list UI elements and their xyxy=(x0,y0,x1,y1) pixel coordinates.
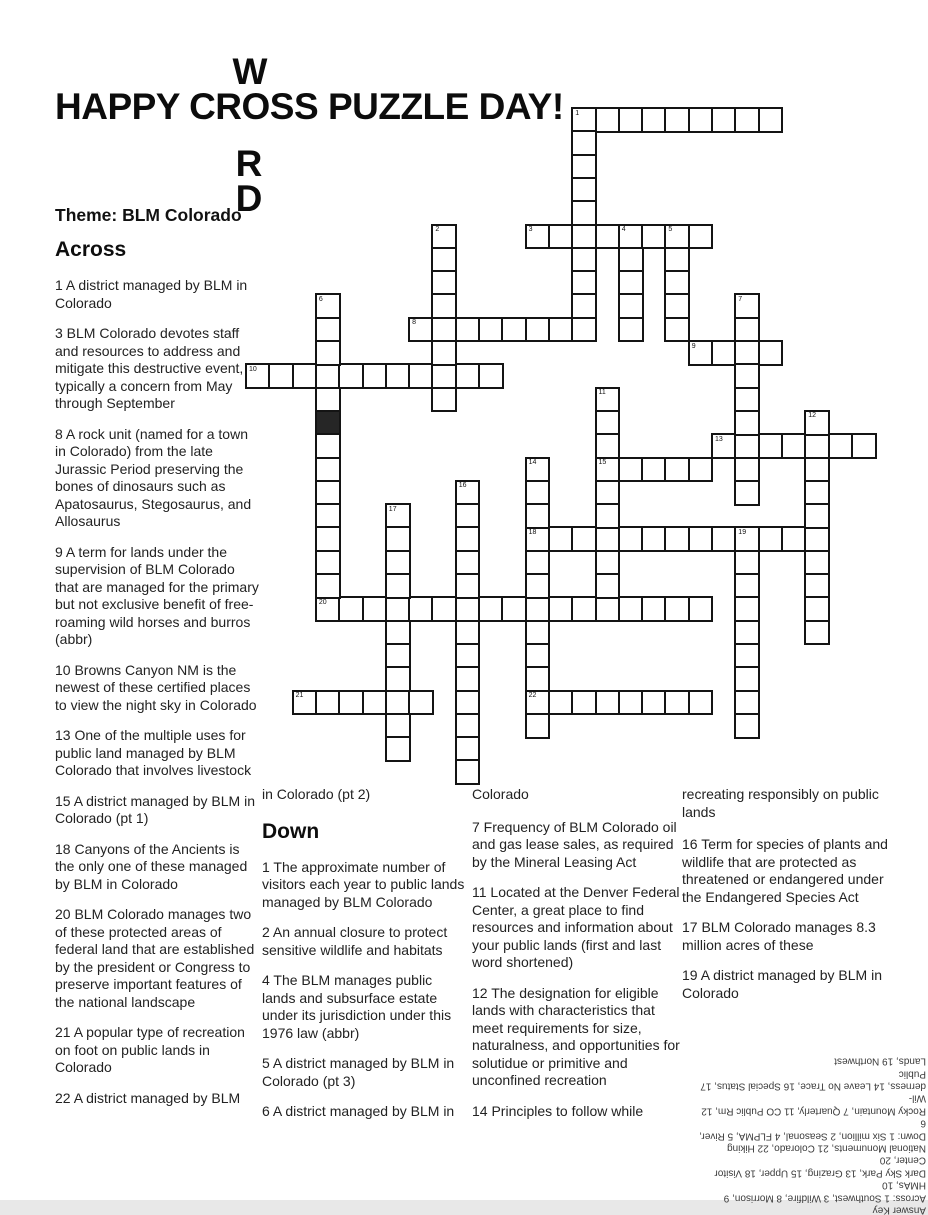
across-heading: Across xyxy=(55,238,127,261)
answer-key-line: Down: 1 Six million, 2 Seasonal, 4 FLPMA, 5 River, 6 xyxy=(699,1117,926,1141)
grid-cell xyxy=(385,736,411,762)
grid-cell xyxy=(734,713,760,739)
cell-number: 18 xyxy=(528,528,537,536)
grid-cell xyxy=(734,573,760,599)
grid-cell xyxy=(408,596,434,622)
grid-cell xyxy=(571,247,597,273)
grid-cell xyxy=(804,480,830,506)
grid-cell xyxy=(571,130,597,156)
grid-cell xyxy=(618,690,644,716)
grid-cell xyxy=(688,224,714,250)
grid-cell xyxy=(408,317,434,343)
grid-cell xyxy=(734,387,760,413)
down-clue-column-2 xyxy=(472,786,680,1120)
grid-cell xyxy=(734,550,760,576)
grid-cell xyxy=(688,690,714,716)
grid-cell xyxy=(431,247,457,273)
page-title: HAPPY CROSS PUZZLE DAY! xyxy=(55,86,564,127)
grid-cell xyxy=(478,363,504,389)
grid-cell xyxy=(455,666,481,692)
cell-number: 6 xyxy=(318,295,323,303)
grid-cell xyxy=(595,526,621,552)
vertical-letter-r: R xyxy=(235,143,263,184)
grid-cell xyxy=(431,596,457,622)
cell-number: 21 xyxy=(295,692,304,699)
grid-cell xyxy=(315,503,341,529)
cell-number: 5 xyxy=(668,226,673,233)
grid-cell xyxy=(734,410,760,436)
grid-cell xyxy=(571,177,597,203)
grid-cell xyxy=(804,503,830,529)
grid-cell xyxy=(571,224,597,250)
grid-cell xyxy=(734,317,760,343)
clue-text: 5 A district managed by BLM in Colorado (pt 3) xyxy=(262,1055,455,1089)
grid-cell xyxy=(664,293,690,319)
grid-cell xyxy=(525,713,551,739)
grid-cell xyxy=(385,666,411,692)
crossword-grid xyxy=(245,107,901,786)
answer-key-line: Rocky Mountain, 7 Quarterly, 11 CO Public Rm, 12 Wil- xyxy=(701,1092,926,1117)
grid-cell xyxy=(618,596,644,622)
grid-cell xyxy=(315,690,341,716)
grid-cell xyxy=(804,410,830,436)
grid-cell xyxy=(385,363,411,389)
grid-cell xyxy=(455,503,481,529)
grid-cell xyxy=(618,224,644,250)
grid-cell xyxy=(734,340,760,366)
clue-text: 19 A district managed by BLM in Colorado xyxy=(682,967,882,1001)
grid-cell xyxy=(618,293,644,319)
grid-cell xyxy=(734,107,760,133)
grid-cell xyxy=(431,270,457,296)
cell-number: 14 xyxy=(528,459,537,466)
cell-number: 13 xyxy=(715,435,723,443)
grid-cell xyxy=(292,363,318,389)
grid-cell xyxy=(315,526,341,552)
grid-cell xyxy=(455,480,481,506)
grid-cell xyxy=(431,293,457,319)
grid-cell xyxy=(664,596,690,622)
grid-cell xyxy=(734,690,760,716)
cell-number: 4 xyxy=(621,226,626,233)
grid-cell xyxy=(664,457,690,483)
grid-cell xyxy=(525,620,551,646)
grid-cell xyxy=(734,433,760,459)
clue-text: 7 Frequency of BLM Colorado oil and gas lease sales, as required by the Mineral Leasing Act xyxy=(472,818,677,870)
clue-text: 21 A popular type of recreation on foot on public lands in Colorado xyxy=(55,1024,245,1075)
cell-number: 16 xyxy=(458,482,467,490)
grid-cell xyxy=(525,457,551,483)
grid-cell-black xyxy=(315,410,341,436)
grid-cell xyxy=(362,363,388,389)
grid-cell xyxy=(525,666,551,692)
grid-cell xyxy=(851,433,877,459)
grid-cell xyxy=(501,596,527,622)
clue-text: 16 Term for species of plants and wildlife that are protected as threatened or endangered under the Endangered Species Act xyxy=(682,836,888,905)
grid-cell xyxy=(595,224,621,250)
grid-cell xyxy=(525,550,551,576)
grid-cell xyxy=(525,690,551,716)
grid-cell xyxy=(525,573,551,599)
grid-cell xyxy=(734,457,760,483)
clue-text: 22 A district managed by BLM xyxy=(55,1089,241,1106)
grid-cell xyxy=(618,107,644,133)
clue-text: 4 The BLM manages public lands and subsurface estate under its jurisdiction under this 1976 law (abbr) xyxy=(262,972,452,1041)
grid-cell xyxy=(455,596,481,622)
clue-continuation-22: in Colorado (pt 2) xyxy=(262,786,371,802)
grid-cell xyxy=(478,317,504,343)
grid-cell xyxy=(641,690,667,716)
grid-cell xyxy=(548,690,574,716)
cell-number: 17 xyxy=(388,505,397,513)
grid-cell xyxy=(385,713,411,739)
answer-key-line: derness, 14 Leave No Trace, 16 Special Status, 17 Public xyxy=(700,1067,926,1092)
grid-cell xyxy=(804,433,830,459)
grid-cell xyxy=(431,317,457,343)
grid-cell xyxy=(664,317,690,343)
grid-cell xyxy=(268,363,294,389)
grid-cell xyxy=(525,643,551,669)
grid-cell xyxy=(292,690,318,716)
grid-cell xyxy=(734,643,760,669)
cell-number: 8 xyxy=(412,319,416,327)
cell-number: 15 xyxy=(598,459,607,466)
grid-cell xyxy=(595,387,621,413)
grid-cell xyxy=(315,340,341,366)
cell-number: 12 xyxy=(808,412,816,420)
cell-number: 3 xyxy=(528,226,533,233)
clue-text: 3 BLM Colorado devotes staff and resources to address and mitigate this destructive event, typically a concern from May through September xyxy=(55,325,244,411)
grid-cell xyxy=(571,690,597,716)
grid-cell xyxy=(595,480,621,506)
grid-cell xyxy=(758,526,784,552)
grid-cell xyxy=(734,666,760,692)
grid-cell xyxy=(501,317,527,343)
grid-cell xyxy=(431,363,457,389)
grid-cell xyxy=(478,596,504,622)
answer-key-line: National Monuments, 21 Colorado, 22 Hiking xyxy=(727,1142,926,1154)
grid-cell xyxy=(525,596,551,622)
cell-number: 10 xyxy=(249,365,257,373)
grid-cell xyxy=(804,457,830,483)
grid-cell xyxy=(734,526,760,552)
grid-cell xyxy=(804,596,830,622)
grid-cell xyxy=(595,107,621,133)
grid-cell xyxy=(641,107,667,133)
clue-text: 14 Principles to follow while xyxy=(472,1102,644,1119)
grid-cell xyxy=(828,433,854,459)
grid-cell xyxy=(571,293,597,319)
grid-cell xyxy=(664,107,690,133)
cell-number: 20 xyxy=(318,598,327,606)
grid-cell xyxy=(455,317,481,343)
clue-continuation-6: Colorado xyxy=(472,786,529,802)
grid-cell xyxy=(758,340,784,366)
vertical-letter-d: D xyxy=(235,178,263,219)
grid-cell xyxy=(571,317,597,343)
grid-cell xyxy=(664,270,690,296)
grid-cell xyxy=(618,526,644,552)
grid-cell xyxy=(548,596,574,622)
grid-cell xyxy=(641,596,667,622)
grid-cell xyxy=(525,224,551,250)
grid-cell xyxy=(688,526,714,552)
grid-cell xyxy=(758,433,784,459)
grid-cell xyxy=(548,224,574,250)
grid-cell xyxy=(571,596,597,622)
answer-key-line: Dark Sky Park, 13 Grazing, 15 Upper, 18 Visitor Center, 20 xyxy=(714,1154,926,1179)
grid-cell xyxy=(315,573,341,599)
across-clue-list xyxy=(55,277,260,1107)
grid-cell xyxy=(571,200,597,226)
grid-cell xyxy=(385,503,411,529)
grid-cell xyxy=(525,503,551,529)
grid-cell xyxy=(315,596,341,622)
down-clue-list-3 xyxy=(682,836,896,1002)
answer-key-line: Lands, 19 Northwest xyxy=(834,1055,926,1067)
grid-cell xyxy=(664,247,690,273)
grid-cell xyxy=(362,690,388,716)
grid-cell xyxy=(431,224,457,250)
grid-cell xyxy=(455,620,481,646)
grid-cell xyxy=(385,550,411,576)
grid-cell xyxy=(781,526,807,552)
clue-text: 9 A term for lands under the supervision of BLM Colorado that are managed for the primary but not exclusive benefit of free-roaming wild horses and burros (abbr) xyxy=(55,543,259,647)
grid-cell xyxy=(618,247,644,273)
clue-continuation-14: recreating responsibly on public lands xyxy=(682,786,879,820)
down-clue-list-1 xyxy=(262,859,465,1121)
clue-text: 10 Browns Canyon NM is the newest of these certified places to view the night sky in Colorado xyxy=(55,661,257,713)
grid-cell xyxy=(315,433,341,459)
grid-cell xyxy=(338,363,364,389)
grid-cell xyxy=(595,596,621,622)
grid-cell xyxy=(664,224,690,250)
grid-cell xyxy=(595,573,621,599)
cell-number: 9 xyxy=(691,342,696,350)
grid-cell xyxy=(734,363,760,389)
grid-cell xyxy=(688,107,714,133)
grid-cell xyxy=(734,620,760,646)
grid-cell xyxy=(455,550,481,576)
vertical-letter-w: W xyxy=(232,51,268,92)
grid-cell xyxy=(455,526,481,552)
answer-key-line: Answer Key xyxy=(872,1204,926,1215)
clue-text: 2 An annual closure to protect sensitive wildlife and habitats xyxy=(262,924,448,958)
grid-cell xyxy=(595,410,621,436)
grid-cell xyxy=(338,596,364,622)
grid-cell xyxy=(804,620,830,646)
clue-text: 20 BLM Colorado manages two of these protected areas of federal land that are established by the president or Congress to preserve important features of the national landscape xyxy=(55,906,255,1010)
grid-cell xyxy=(315,387,341,413)
grid-cell xyxy=(315,457,341,483)
grid-cell xyxy=(408,690,434,716)
down-clue-column-3 xyxy=(682,786,896,1002)
grid-cell xyxy=(711,107,737,133)
clue-text: 13 One of the multiple uses for public land managed by BLM Colorado that involves livestock xyxy=(55,727,252,778)
grid-cell xyxy=(455,759,481,785)
grid-cell xyxy=(641,224,667,250)
grid-cell xyxy=(571,526,597,552)
grid-cell xyxy=(711,526,737,552)
grid-cell xyxy=(618,457,644,483)
grid-cell xyxy=(781,433,807,459)
across-clue-column xyxy=(55,237,260,1107)
grid-cell xyxy=(385,596,411,622)
clue-text: 15 A district managed by BLM in Colorado (pt 1) xyxy=(55,792,255,826)
grid-cell xyxy=(362,596,388,622)
grid-cell xyxy=(245,363,271,389)
grid-cell xyxy=(595,433,621,459)
clue-text: 8 A rock unit (named for a town in Colorado) from the late Jurassic Period preserving the bones of dinosaurs such as Apatosaurus, Stegosaurus, and Allosaurus xyxy=(55,425,252,529)
clue-text: 11 Located at the Denver Federal Center, a great place to find resources and information about your public lands (first and last word shortened) xyxy=(472,884,680,970)
grid-cell xyxy=(315,550,341,576)
cell-number: 1 xyxy=(575,109,580,117)
grid-cell xyxy=(595,503,621,529)
grid-cell xyxy=(595,457,621,483)
grid-cell xyxy=(734,596,760,622)
theme-label: Theme: BLM Colorado xyxy=(55,205,242,225)
grid-cell xyxy=(455,363,481,389)
grid-cell xyxy=(571,154,597,180)
grid-cell xyxy=(595,690,621,716)
clue-text: 17 BLM Colorado manages 8.3 million acres of these xyxy=(682,919,876,953)
grid-cell xyxy=(455,690,481,716)
grid-cell xyxy=(315,317,341,343)
grid-cell xyxy=(595,550,621,576)
grid-cell xyxy=(804,550,830,576)
cell-number: 2 xyxy=(435,226,440,233)
grid-cell xyxy=(711,340,737,366)
grid-cell xyxy=(548,526,574,552)
cell-number: 7 xyxy=(738,295,743,303)
answer-key xyxy=(696,1054,926,1215)
clue-text: 1 The approximate number of visitors each year to public lands managed by BLM Colorado xyxy=(262,858,465,910)
grid-cell xyxy=(758,107,784,133)
grid-cell xyxy=(385,690,411,716)
grid-cell xyxy=(641,457,667,483)
grid-cell xyxy=(664,690,690,716)
grid-cell xyxy=(571,270,597,296)
grid-cell xyxy=(525,526,551,552)
grid-cell xyxy=(315,363,341,389)
grid-cell xyxy=(664,526,690,552)
down-heading: Down xyxy=(262,819,320,843)
grid-cell xyxy=(734,480,760,506)
grid-cell xyxy=(688,596,714,622)
cell-number: 19 xyxy=(738,528,747,536)
grid-cell xyxy=(804,573,830,599)
grid-cell xyxy=(571,107,597,133)
cell-number: 11 xyxy=(598,389,606,397)
grid-cell xyxy=(711,433,737,459)
clue-text: 18 Canyons of the Ancients is the only one of these managed by BLM in Colorado xyxy=(55,840,248,892)
grid-cell xyxy=(688,457,714,483)
grid-cell xyxy=(641,526,667,552)
grid-cell xyxy=(734,293,760,319)
grid-cell xyxy=(548,317,574,343)
clue-text: 12 The designation for eligible lands with characteristics that meet requirements for size, naturalness, and opportunities for solutidue or primitive and unconfined recreation xyxy=(472,984,680,1088)
grid-cell xyxy=(338,690,364,716)
grid-cell xyxy=(618,270,644,296)
answer-key-line: Across: 1 Southwest, 3 Wildfire, 8 Morrison, 9 HMAs, 10 xyxy=(723,1179,926,1203)
grid-cell xyxy=(431,387,457,413)
grid-cell xyxy=(385,620,411,646)
grid-cell xyxy=(525,480,551,506)
grid-cell xyxy=(525,317,551,343)
grid-cell xyxy=(455,713,481,739)
clue-text: 6 A district managed by BLM in xyxy=(262,1103,455,1119)
grid-cell xyxy=(455,736,481,762)
grid-cell xyxy=(315,480,341,506)
grid-cell xyxy=(618,317,644,343)
grid-cell xyxy=(385,526,411,552)
grid-cell xyxy=(688,340,714,366)
down-clue-column-1 xyxy=(262,786,465,1121)
clue-text: 1 A district managed by BLM in Colorado xyxy=(55,277,248,311)
grid-cell xyxy=(455,643,481,669)
grid-cell xyxy=(804,526,830,552)
cell-number: 22 xyxy=(528,692,537,699)
grid-cell xyxy=(408,363,434,389)
grid-cell xyxy=(431,340,457,366)
grid-cell xyxy=(315,293,341,319)
grid-cell xyxy=(455,573,481,599)
grid-cell xyxy=(385,643,411,669)
down-clue-list-2 xyxy=(472,819,680,1121)
grid-cell xyxy=(385,573,411,599)
